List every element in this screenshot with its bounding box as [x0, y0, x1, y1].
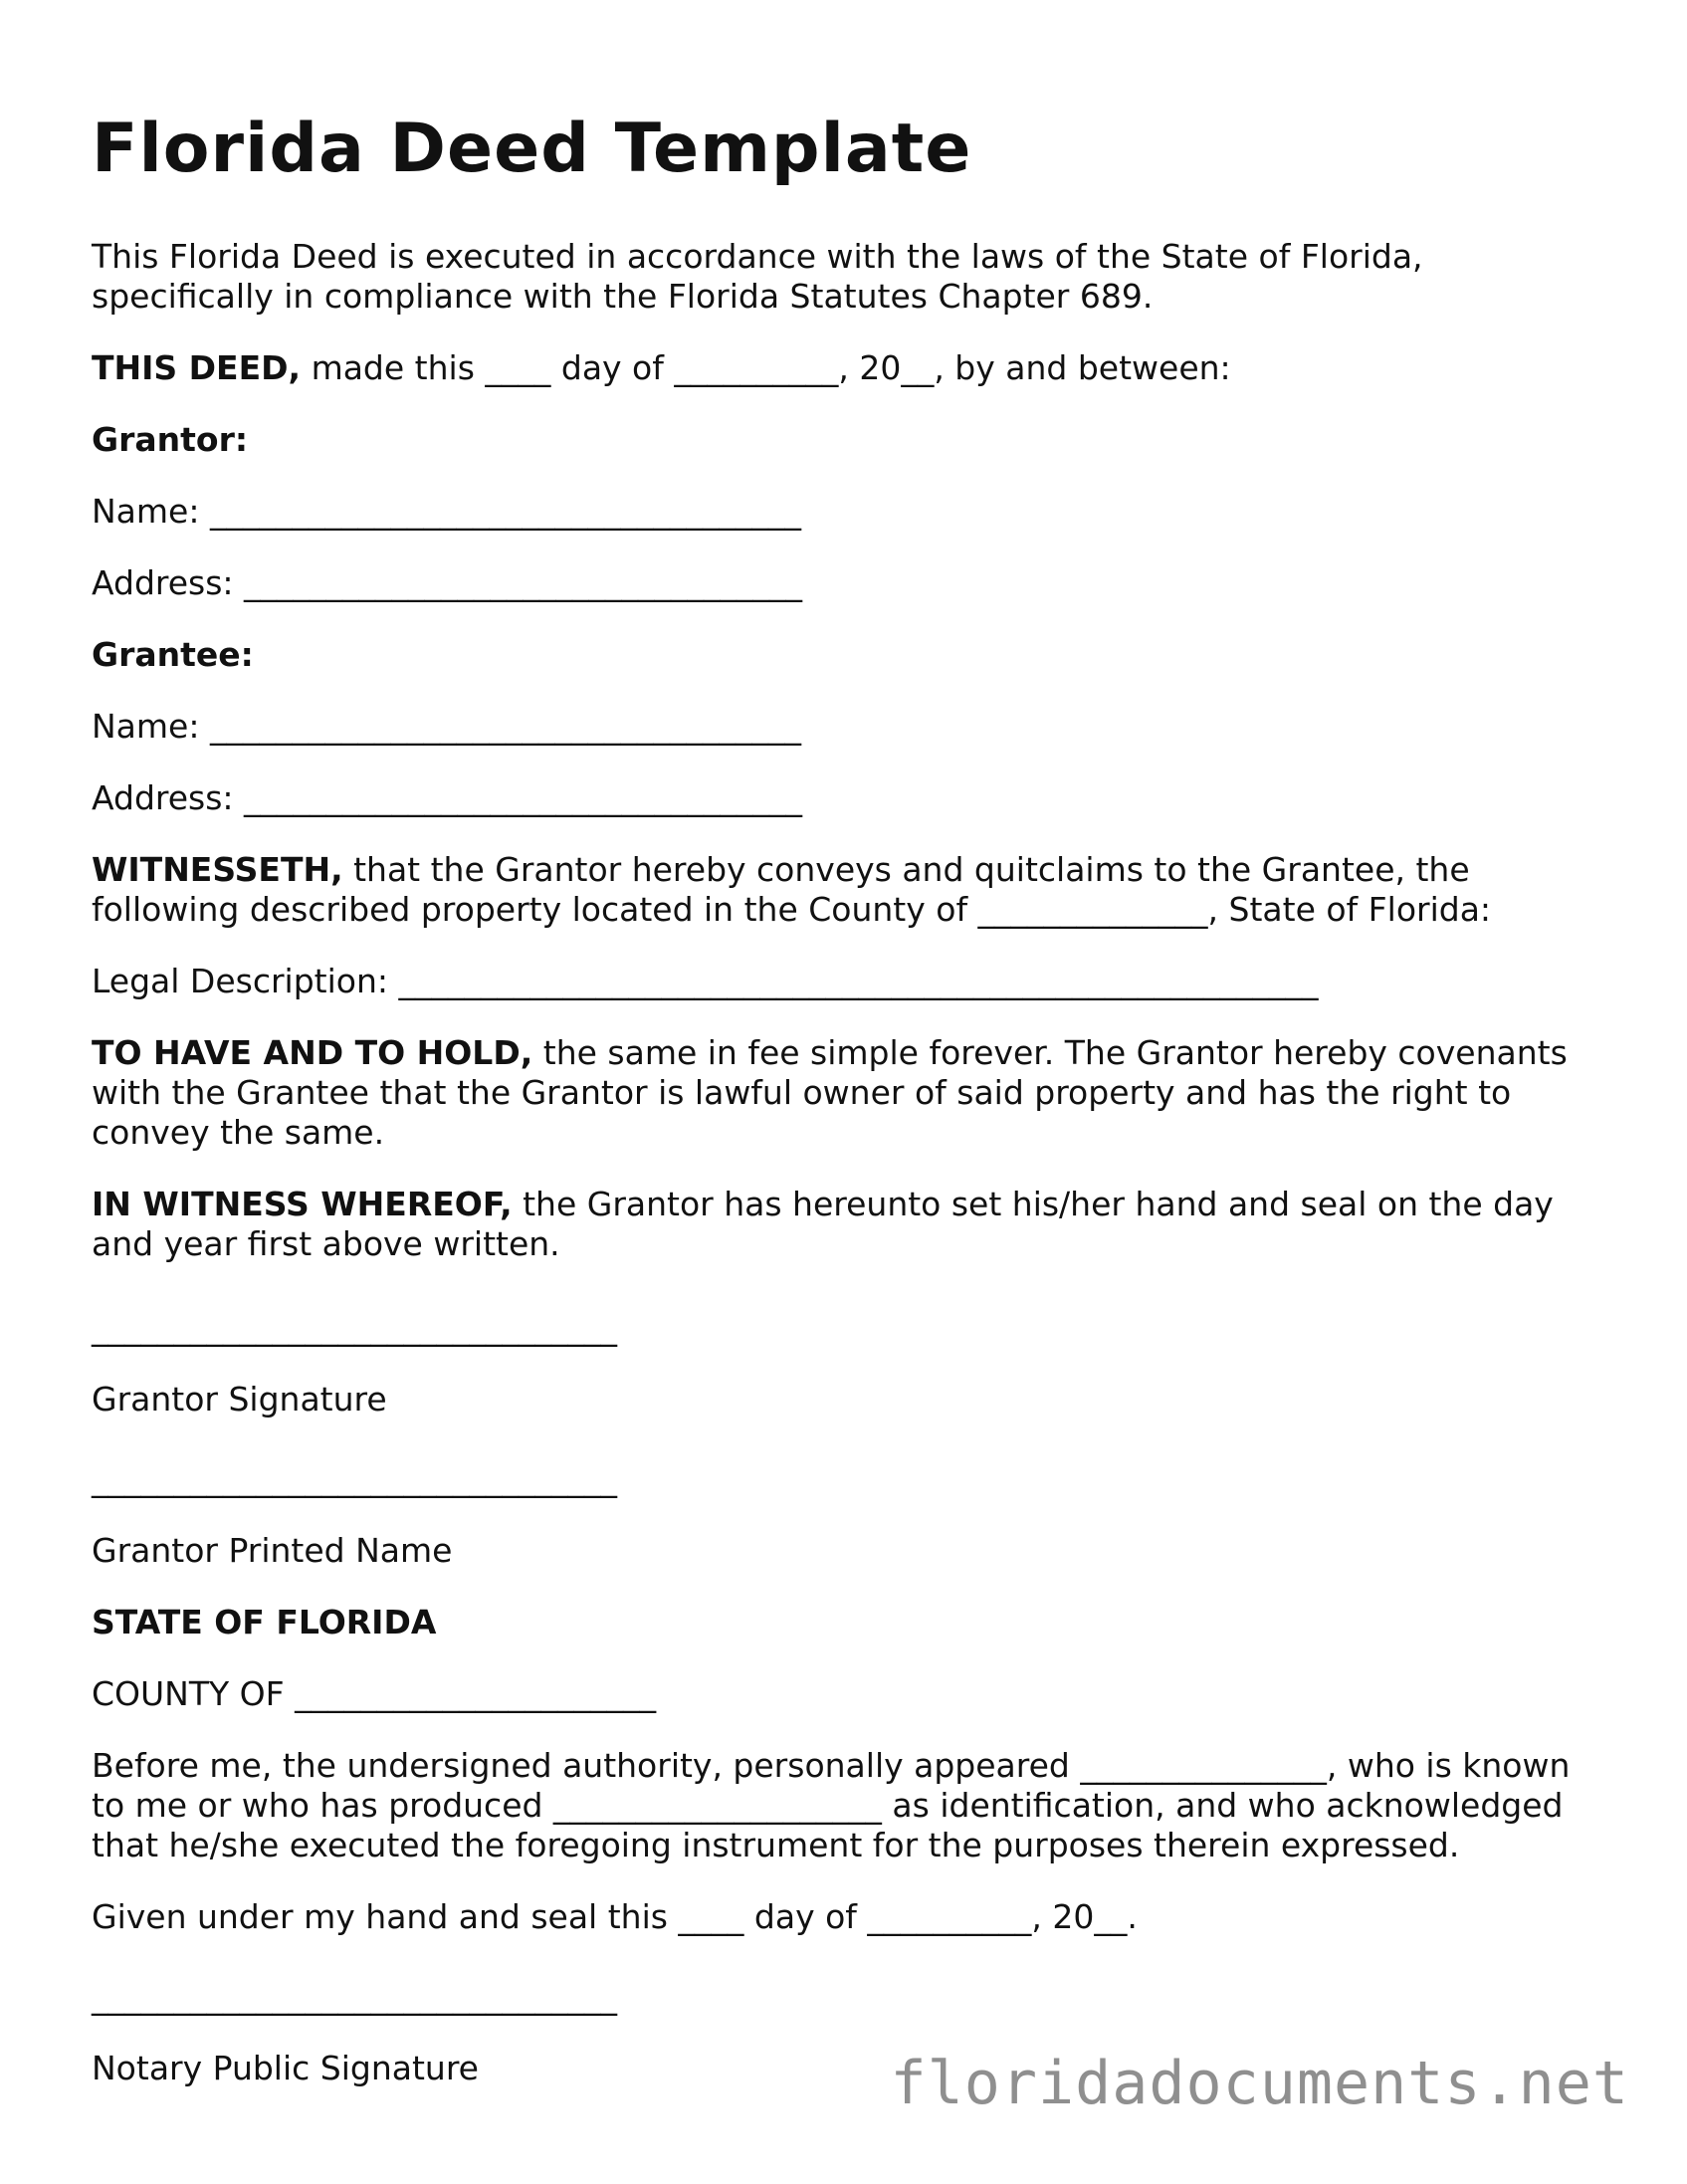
witnesseth-label: WITNESSETH, [92, 850, 343, 889]
grantor-printed-name-line: ________________________________ [92, 1459, 617, 1498]
given-under-hand-line: Given under my hand and seal this ____ day of __________, 20__. [92, 1897, 1138, 1936]
grantee-heading-text: Grantee: [92, 635, 254, 674]
notary-signature-line: ________________________________ [92, 1977, 617, 2016]
grantor-printed-name-label: Grantor Printed Name [92, 1531, 453, 1570]
deed-date-line [92, 348, 1604, 388]
state-heading-text: STATE OF FLORIDA [92, 1603, 437, 1641]
deed-date-text: made this ____ day of __________, 20__, by and between: [301, 348, 1231, 387]
notary-signature-label: Notary Public Signature [92, 2049, 479, 2087]
in-witness-paragraph [92, 1185, 1604, 1264]
grantor-signature-line: ________________________________ [92, 1308, 617, 1347]
grantee-address-field: Address: __________________________________ [92, 778, 803, 817]
habendum-label: TO HAVE AND TO HOLD, [92, 1033, 533, 1072]
acknowledgment-paragraph: Before me, the undersigned authority, personally appeared _______________, who is known to me or who has produced ____________________ as identification, and who acknowledged that he/she executed the foregoing instrument for the purposes therein expressed. [92, 1746, 1571, 1864]
state-heading [92, 1603, 1604, 1642]
habendum-text: the same in fee simple forever. The Grantor hereby covenants with the Grantee that the Grantor is lawful owner of said property and has the right to convey the same. [92, 1033, 1568, 1152]
witnesseth-paragraph [92, 850, 1604, 930]
county-field: COUNTY OF ______________________ [92, 1674, 657, 1713]
habendum-paragraph [92, 1033, 1604, 1153]
grantee-heading [92, 635, 1604, 675]
deed-document [92, 109, 1604, 2120]
page-title: Florida Deed Template [92, 109, 972, 188]
deed-label: THIS DEED, [92, 348, 302, 387]
witnesseth-text: that the Grantor hereby conveys and quitclaims to the Grantee, the following described property located in the County of ______________, State of Florida: [92, 850, 1492, 929]
in-witness-text: the Grantor has hereunto set his/her hand and seal on the day and year first above written. [92, 1185, 1554, 1263]
grantor-signature-label: Grantor Signature [92, 1380, 387, 1419]
grantor-address-field: Address: __________________________________ [92, 563, 803, 602]
in-witness-label: IN WITNESS WHEREOF, [92, 1185, 513, 1223]
grantor-heading-text: Grantor: [92, 420, 249, 459]
grantor-heading [92, 420, 1604, 460]
intro-paragraph: This Florida Deed is executed in accordance with the laws of the State of Florida, specifically in compliance with the Florida Statutes Chapter 689. [92, 237, 1423, 316]
site-watermark: floridadocuments.net [890, 2049, 1629, 2118]
legal-description-field: Legal Description: ________________________________________________________ [92, 962, 1319, 1000]
grantee-name-field: Name: ____________________________________ [92, 707, 801, 746]
grantor-name-field: Name: ____________________________________ [92, 492, 801, 531]
